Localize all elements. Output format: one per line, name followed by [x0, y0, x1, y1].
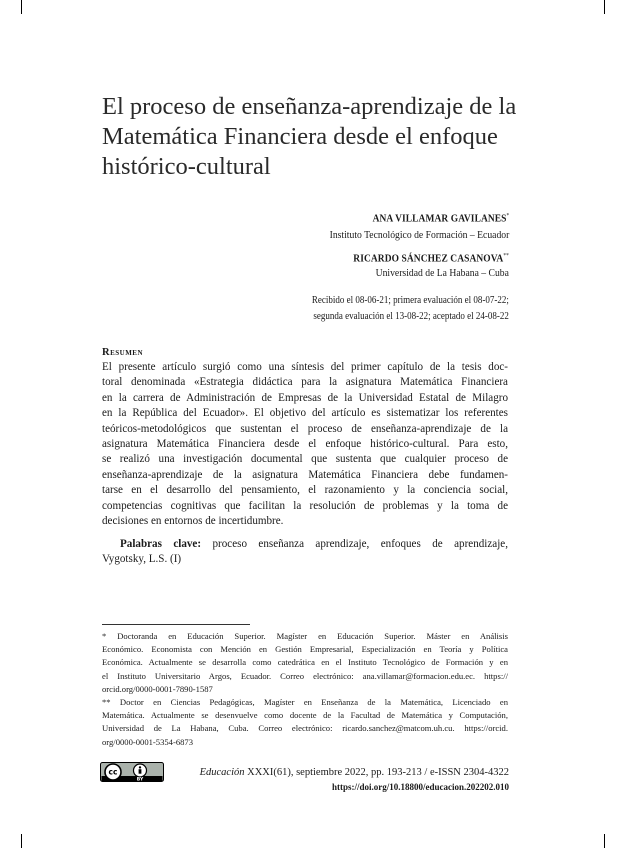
footnote-line: el Instituto Universitario Argos, Ecuador. Correo electrónico: ana.villamar@formacion.edu.ec. https:// — [102, 670, 508, 681]
author-affiliation: Instituto Tecnológico de Formación – Ecuador — [329, 229, 509, 241]
keywords-label: Palabras clave: — [120, 538, 202, 550]
footnote-rule — [102, 624, 250, 625]
crop-mark — [604, 834, 605, 848]
cc-text: cc — [108, 767, 118, 777]
journal-issue: XXXI(61), septiembre 2022, pp. 193-213 / e-ISSN 2304-4322 — [244, 767, 509, 778]
crop-mark — [21, 0, 22, 14]
abstract-line: decisiones en entornos de incertidumbre. — [102, 515, 284, 528]
footnote-line: orcid.org/0000-0001-7890-1587 — [102, 683, 213, 694]
footnote-line: org/0000-0001-5354-6873 — [102, 736, 194, 747]
abstract-line: tarse en el desarrollo del pensamiento, el razonamiento y la conciencia social, — [102, 484, 508, 497]
footnote-line: Económica. Actualmente se desarrolla como catedrática en el Instituto Tecnológico de Formación y en — [102, 657, 508, 668]
abstract-line: en la República del Ecuador». El objetivo del artículo es sistematizar los referentes — [102, 407, 508, 420]
keywords — [102, 537, 508, 568]
journal-name: Educación — [199, 767, 245, 778]
crop-mark — [604, 0, 605, 14]
author-1 — [314, 213, 509, 241]
abstract-heading: Resumen — [102, 347, 144, 358]
abstract-line: enseñanza-aprendizaje de la asignatura Matemática Financiera debe fundamen- — [102, 468, 508, 481]
abstract-line: competencias cognitivas que facilitan la resolución de problemas y la toma de — [102, 499, 508, 512]
footnote-1 — [102, 630, 508, 696]
crop-mark — [21, 834, 22, 848]
abstract-line: se realizó una investigación documental que sustenta que cualquier proceso de — [102, 453, 508, 466]
doi-link[interactable]: https://doi.org/10.18800/educacion.202202.010 — [331, 782, 509, 792]
footnote-line: * Doctoranda en Educación Superior. Magíster en Educación Superior. Máster en Análisis — [102, 631, 508, 641]
journal-citation — [200, 766, 509, 794]
footnote-mark: * — [506, 213, 509, 219]
footnote-line: ** Doctor en Ciencias Pedagógicas, Magíster en Enseñanza de la Matemática, Licenciado en — [102, 697, 508, 707]
abstract-line: asignatura Matemática Financiera desde el enfoque histórico-cultural. Para esto, — [102, 438, 508, 451]
title-line: histórico-cultural — [102, 153, 271, 180]
abstract-line: en la carrera de Administración de Empresas de la Universidad Estatal de Milagro — [102, 391, 508, 404]
abstract-body — [102, 360, 508, 529]
title-line: Matemática Financiera desde el enfoque — [102, 123, 498, 150]
submission-dates — [312, 293, 509, 325]
footnote-line: Universidad de La Habana, Cuba. Correo electrónico: ricardo.sanchez@matcom.uh.cu. https://orcid. — [102, 723, 508, 734]
abstract-line: El presente artículo surgió como una síntesis del primer capítulo de la tesis doc- — [102, 361, 508, 373]
author-name: RICARDO SÁNCHEZ CASANOVA — [353, 253, 504, 265]
article-title — [102, 92, 532, 182]
footnote-line: Matemática. Actualmente se desenvuelve como docente de la Facultad de Matemática y Computación, — [102, 710, 508, 721]
abstract-line: teóricos-metodológicos que sustentan el proceso de enseñanza-aprendizaje de la — [102, 422, 508, 435]
keywords-text: Vygotsky, L.S. (I) — [102, 553, 182, 566]
author-name: ANA VILLAMAR GAVILANES — [372, 213, 507, 225]
footnote-mark: ** — [503, 253, 509, 259]
title-line: El proceso de enseñanza-aprendizaje de la — [102, 93, 517, 120]
dates-line: segunda evaluación el 13-08-22; aceptado el 24-08-22 — [313, 311, 509, 322]
dates-line: Recibido el 08-06-21; primera evaluación el 08-07-22; — [312, 295, 509, 306]
author-affiliation: Universidad de La Habana – Cuba — [375, 267, 509, 279]
footnote-line: Económico. Economista con Mención en Gestión Empresarial, Especialización en Teoría y Política — [102, 644, 508, 655]
footnote-2 — [102, 696, 508, 749]
creative-commons-by-icon[interactable] — [100, 762, 164, 782]
author-2 — [336, 253, 509, 279]
keywords-text: proceso enseñanza aprendizaje, enfoques de aprendizaje, — [212, 538, 509, 550]
by-text: BY — [136, 777, 144, 782]
abstract-line: toral denominada «Estrategia didáctica para la asignatura Matemática Financiera — [102, 376, 508, 389]
